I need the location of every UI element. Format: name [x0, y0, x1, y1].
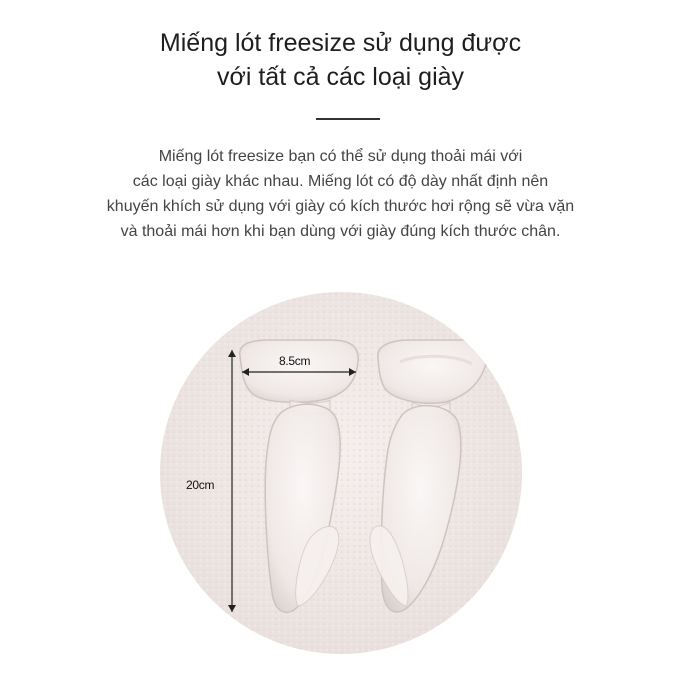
title-divider [316, 118, 380, 120]
description-line-3: khuyến khích sử dụng với giày có kích thước hơi rộng sẽ vừa vặn [106, 198, 575, 215]
height-label: 20cm [186, 478, 215, 492]
width-label: 8.5cm [279, 354, 311, 368]
description-line-2: các loại giày khác nhau. Miếng lót có độ dày nhất định nên [132, 173, 549, 190]
description [0, 144, 681, 244]
product-photo [160, 292, 522, 654]
description-line-4: và thoải mái hơn khi bạn dùng với giày đúng kích thước chân. [120, 223, 561, 240]
title-line-2: với tất cả các loại giày [216, 63, 465, 91]
insole-illustration [160, 292, 522, 654]
title-line-1: Miếng lót freesize sử dụng được [159, 29, 522, 57]
description-line-1: Miếng lót freesize bạn có thể sử dụng thoải mái với [158, 148, 523, 165]
page-title [0, 26, 681, 94]
